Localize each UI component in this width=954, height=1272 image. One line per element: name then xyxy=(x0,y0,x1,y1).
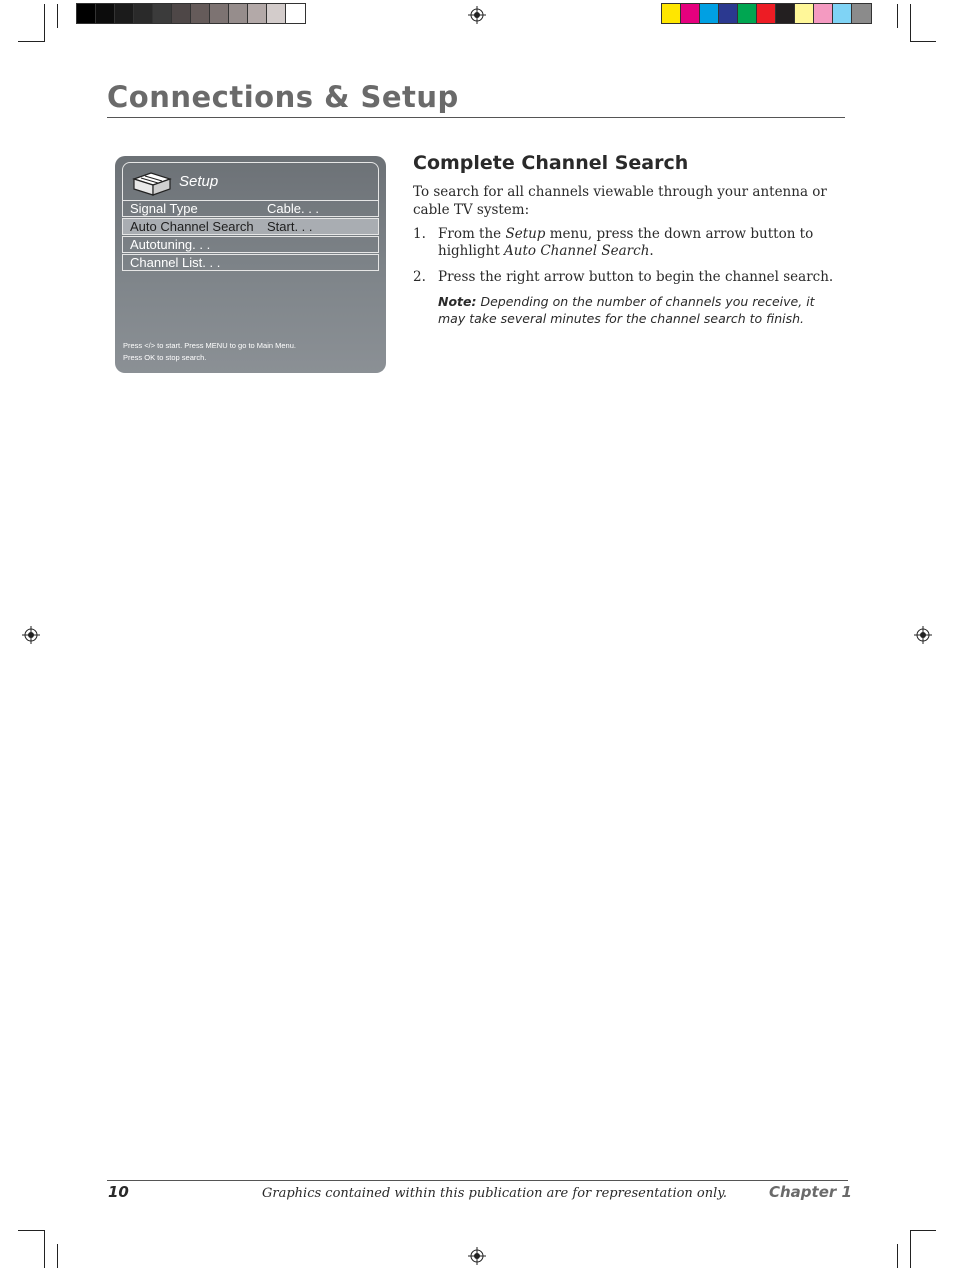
note-text: Depending on the number of channels you receive, it may take several minutes for the channel search to finish. xyxy=(438,294,815,326)
note-paragraph xyxy=(438,293,818,327)
color-swatch xyxy=(738,4,757,23)
tv-menu-title: Setup xyxy=(179,173,219,190)
registration-mark-icon xyxy=(468,6,486,24)
color-swatch xyxy=(172,4,191,23)
intro-paragraph: To search for all channels viewable through your antenna or cable TV system: xyxy=(413,184,827,218)
tv-menu-list xyxy=(122,200,379,272)
page-number: 10 xyxy=(108,1183,129,1201)
tv-menu-row xyxy=(122,254,379,271)
tv-menu-row-label: Signal Type xyxy=(130,201,198,216)
header-rule xyxy=(107,117,845,118)
crop-mark xyxy=(18,1230,44,1231)
footer-disclaimer: Graphics contained within this publication are for representation only. xyxy=(262,1186,728,1201)
step-number: 1. xyxy=(413,226,426,242)
color-swatch xyxy=(134,4,153,23)
toolbox-icon xyxy=(131,170,173,198)
section-heading: Complete Channel Search xyxy=(413,152,689,174)
tv-menu-row-label: Channel List. . . xyxy=(130,255,221,270)
tv-menu-row xyxy=(122,218,379,235)
page-title: Connections & Setup xyxy=(107,80,459,114)
crop-mark xyxy=(897,4,898,28)
color-swatch xyxy=(267,4,286,23)
color-swatch xyxy=(115,4,134,23)
color-swatch xyxy=(700,4,719,23)
step-text: From the Setup menu, press the down arrow button to highlight Auto Channel Search. xyxy=(438,226,814,259)
color-swatch xyxy=(96,4,115,23)
tv-menu-row-value: Start. . . xyxy=(267,219,313,234)
color-swatch xyxy=(776,4,795,23)
crop-mark xyxy=(44,4,45,42)
tv-menu-hint xyxy=(123,340,296,364)
color-swatch xyxy=(210,4,229,23)
note-label: Note: xyxy=(438,294,477,309)
crop-mark xyxy=(57,4,58,28)
crop-mark xyxy=(910,1230,911,1268)
tv-setup-menu xyxy=(115,156,386,373)
chapter-label: Chapter 1 xyxy=(769,1183,852,1201)
tv-menu-row-label: Autotuning. . . xyxy=(130,237,211,252)
color-calibration-bar xyxy=(661,3,872,24)
color-swatch xyxy=(191,4,210,23)
tv-menu-row-label: Auto Channel Search xyxy=(130,219,254,234)
color-swatch xyxy=(719,4,738,23)
footer-rule xyxy=(107,1180,848,1181)
color-swatch xyxy=(757,4,776,23)
grayscale-calibration-bar xyxy=(76,3,306,24)
tv-menu-hint-line: Press OK to stop search. xyxy=(123,353,207,362)
crop-mark xyxy=(57,1244,58,1268)
registration-mark-icon xyxy=(468,1247,486,1265)
color-swatch xyxy=(286,4,305,23)
color-swatch xyxy=(852,4,871,23)
color-swatch xyxy=(248,4,267,23)
tv-menu-row xyxy=(122,200,379,217)
tv-menu-header xyxy=(122,162,379,200)
crop-mark xyxy=(897,1244,898,1268)
color-swatch xyxy=(681,4,700,23)
color-swatch xyxy=(814,4,833,23)
step-number: 2. xyxy=(413,269,426,285)
tv-menu-row xyxy=(122,236,379,253)
crop-mark xyxy=(910,4,911,42)
tv-menu-hint-line: Press </> to start. Press MENU to go to Main Menu. xyxy=(123,341,296,350)
crop-mark xyxy=(18,41,44,42)
tv-menu-row-value: Cable. . . xyxy=(267,201,320,216)
crop-mark xyxy=(910,41,936,42)
color-swatch xyxy=(795,4,814,23)
registration-mark-icon xyxy=(914,626,932,644)
step-text: Press the right arrow button to begin the channel search. xyxy=(438,269,834,285)
color-swatch xyxy=(229,4,248,23)
registration-mark-icon xyxy=(22,626,40,644)
color-swatch xyxy=(662,4,681,23)
color-swatch xyxy=(77,4,96,23)
color-swatch xyxy=(833,4,852,23)
crop-mark xyxy=(910,1230,936,1231)
crop-mark xyxy=(44,1230,45,1268)
color-swatch xyxy=(153,4,172,23)
